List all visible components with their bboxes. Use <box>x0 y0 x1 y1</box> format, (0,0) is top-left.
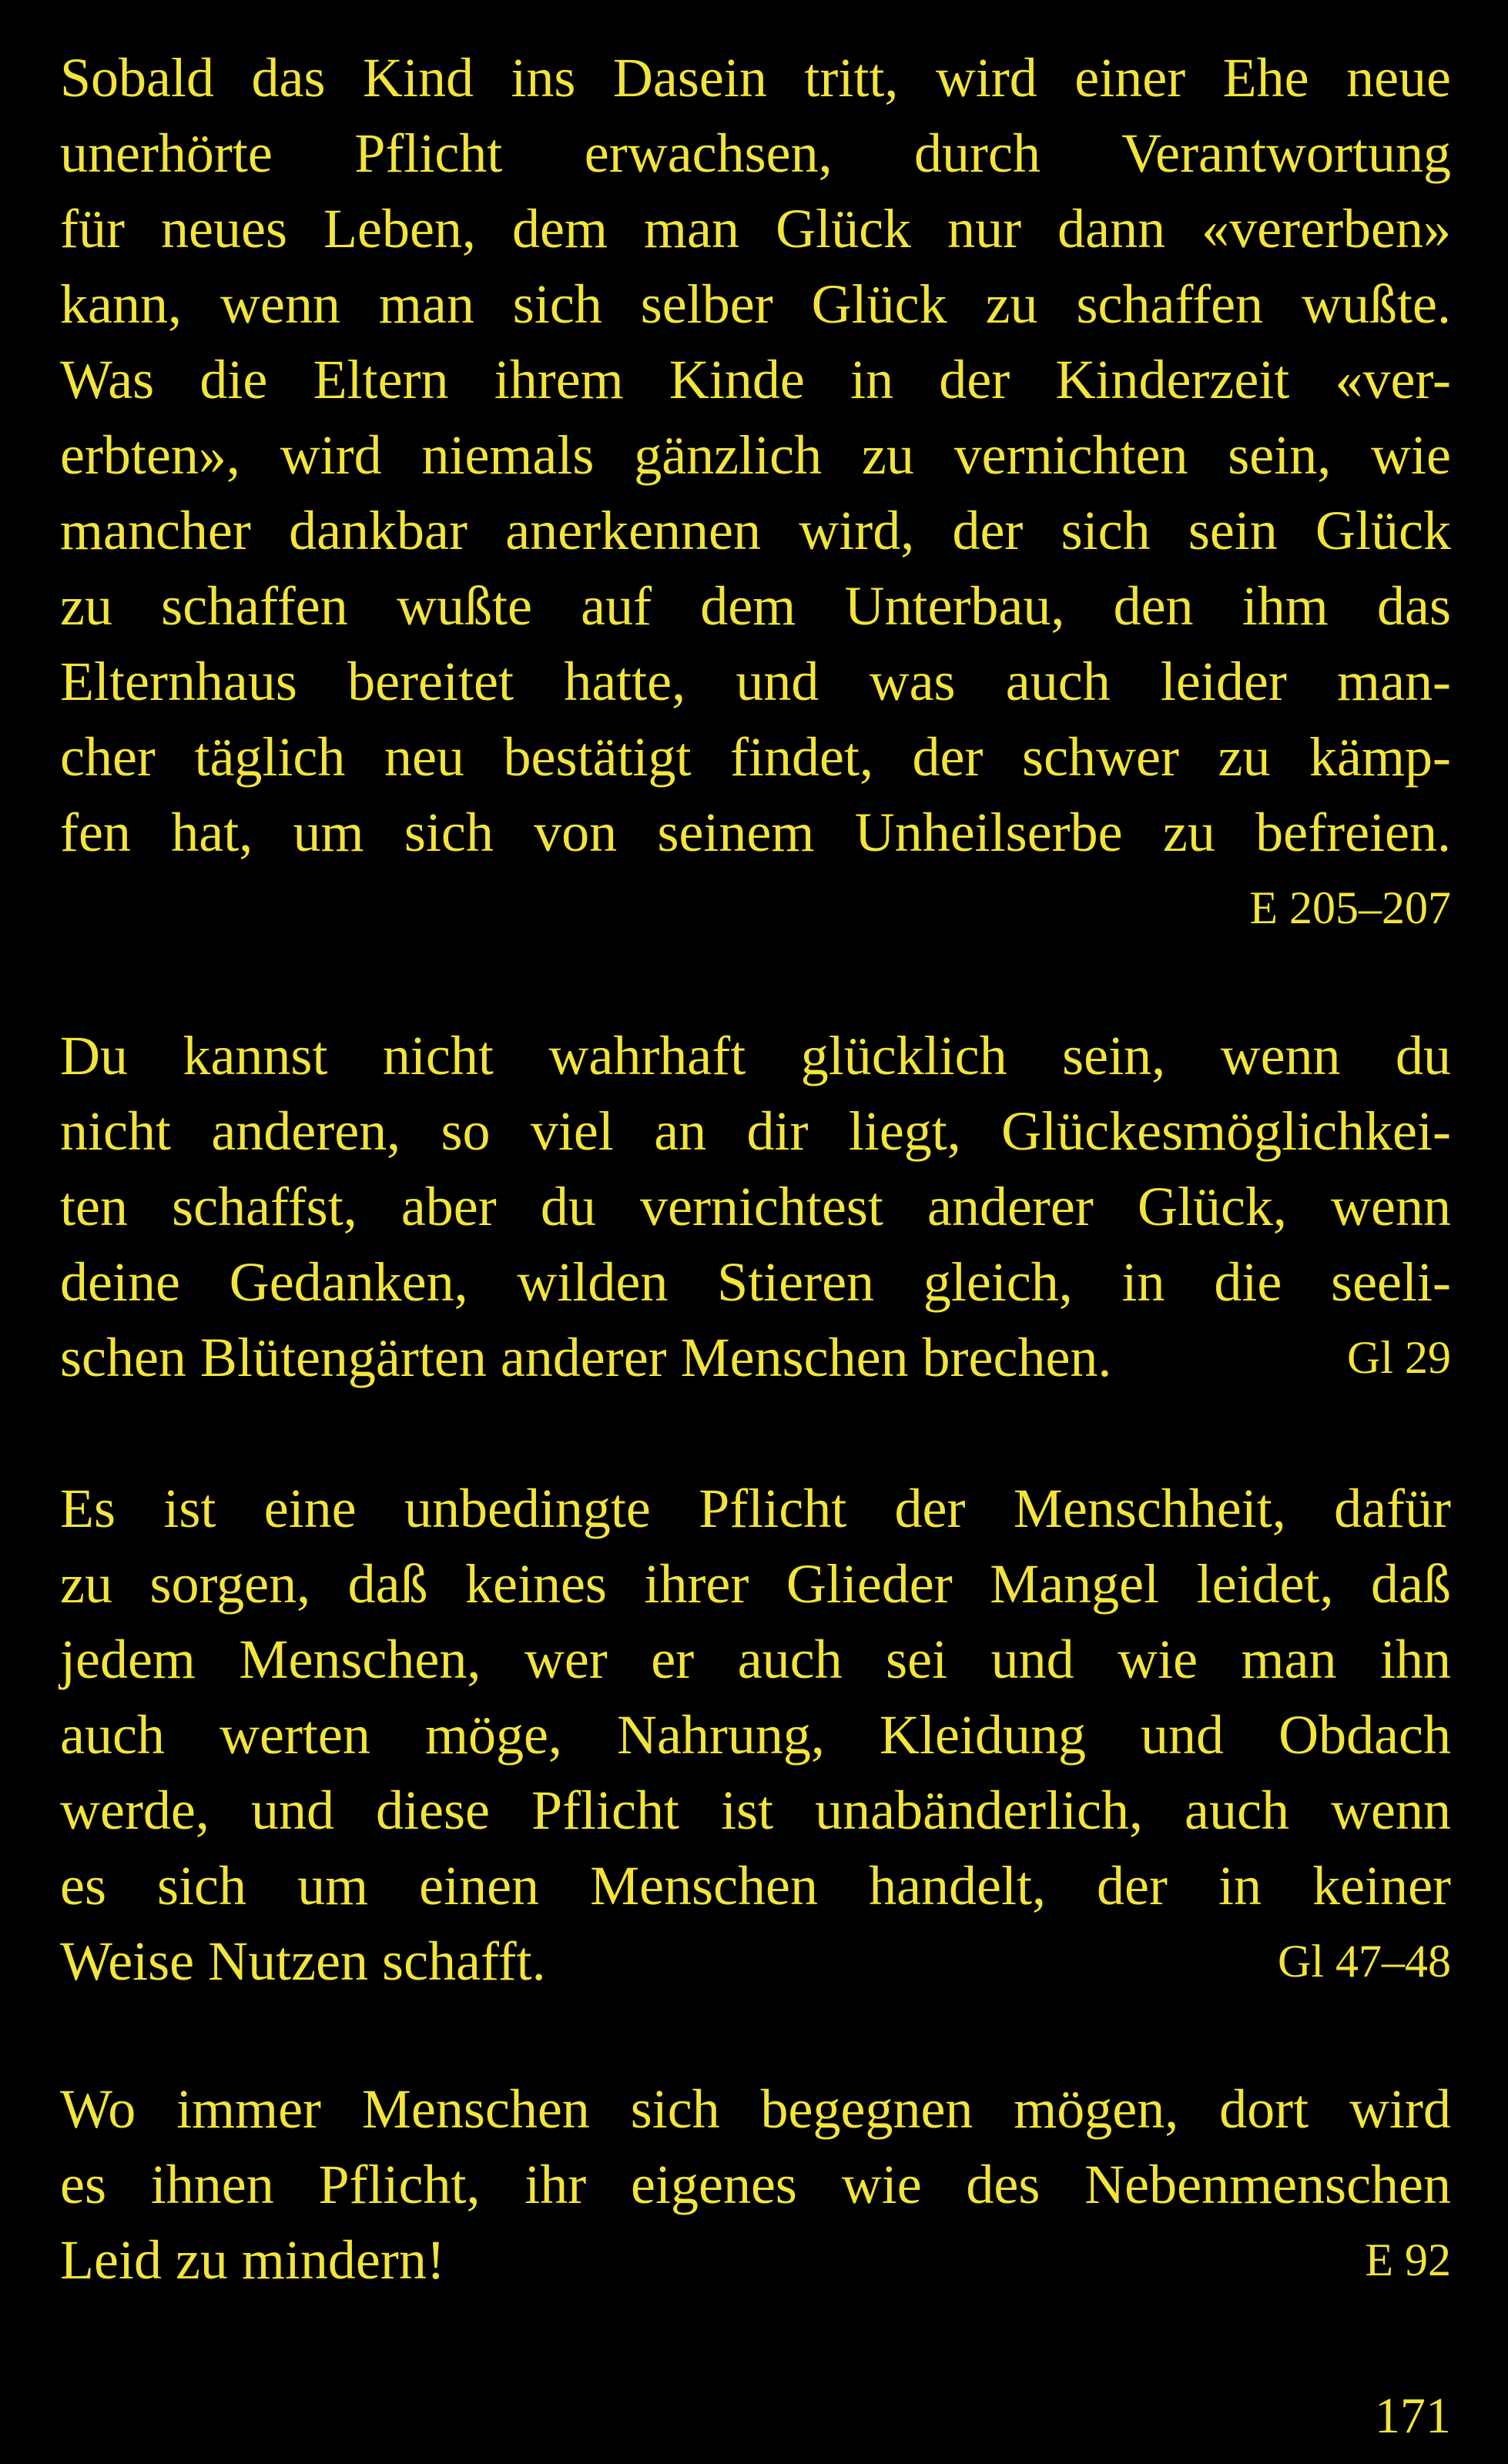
passage-last-line <box>60 2222 1451 2298</box>
passage-line: ten schaffst, aber du vernichtest anderer Glück, wenn <box>60 1176 1451 1237</box>
passage-2 <box>60 1018 1451 1395</box>
passage-1 <box>60 40 1451 946</box>
source-reference: Gl 47–48 <box>1278 1936 1451 1987</box>
passage-last-line <box>60 1923 1451 1999</box>
passage-line: cher täglich neu bestätigt findet, der schwer zu kämp- <box>60 726 1451 788</box>
passage-line: mancher dankbar anerkennen wird, der sich sein Glück <box>60 500 1451 561</box>
passage-line: zu sorgen, daß keines ihrer Glieder Mangel leidet, daß <box>60 1553 1451 1615</box>
passage-3 <box>60 1471 1451 1999</box>
passage-line: jedem Menschen, wer er auch sei und wie man ihn <box>60 1629 1451 1690</box>
passage-last-line <box>60 1320 1451 1395</box>
passage-line: Es ist eine unbedingte Pflicht der Menschheit, dafür <box>60 1478 1451 1539</box>
source-reference: Gl 29 <box>1347 1332 1451 1383</box>
passage-line: kann, wenn man sich selber Glück zu schaffen wußte. <box>60 273 1451 335</box>
source-reference: E 92 <box>1365 2235 1451 2285</box>
passage-line: werde, und diese Pflicht ist unabänderlich, auch wenn <box>60 1779 1451 1841</box>
passage-line: unerhörte Pflicht erwachsen, durch Verantwortung <box>60 122 1451 184</box>
passage-line-text: Weise Nutzen schafft. <box>60 1930 546 1992</box>
passage-line: Wo immer Menschen sich begegnen mögen, dort wird <box>60 2078 1451 2140</box>
passage-line: fen hat, um sich von seinem Unheilserbe zu befreien. <box>60 802 1451 863</box>
passage-line-text: schen Blütengärten anderer Menschen brechen. <box>60 1327 1112 1388</box>
passage-line: es ihnen Pflicht, ihr eigenes wie des Nebenmenschen <box>60 2154 1451 2215</box>
page-number: 171 <box>1375 2388 1451 2444</box>
passage-line: Elternhaus bereitet hatte, und was auch leider man- <box>60 651 1451 712</box>
passage-line-text: Leid zu mindern! <box>60 2229 445 2291</box>
source-reference: E 205–207 <box>1249 882 1451 933</box>
passage-line: Was die Eltern ihrem Kinde in der Kinderzeit «ver- <box>60 349 1451 410</box>
passage-line: Du kannst nicht wahrhaft glücklich sein, wenn du <box>60 1025 1451 1086</box>
passage-line: deine Gedanken, wilden Stieren gleich, in die seeli- <box>60 1251 1451 1313</box>
passage-line: für neues Leben, dem man Glück nur dann «vererben» <box>60 198 1451 259</box>
passage-line: nicht anderen, so viel an dir liegt, Glückesmöglichkei- <box>60 1100 1451 1162</box>
passage-line: auch werten möge, Nahrung, Kleidung und Obdach <box>60 1704 1451 1766</box>
passage-line: es sich um einen Menschen handelt, der in keiner <box>60 1855 1451 1917</box>
passage-4 <box>60 2071 1451 2298</box>
passage-line: erbten», wird niemals gänzlich zu vernichten sein, wie <box>60 424 1451 486</box>
passage-line: Sobald das Kind ins Dasein tritt, wird einer Ehe neue <box>60 47 1451 109</box>
passage-line: zu schaffen wußte auf dem Unterbau, den ihm das <box>60 575 1451 637</box>
